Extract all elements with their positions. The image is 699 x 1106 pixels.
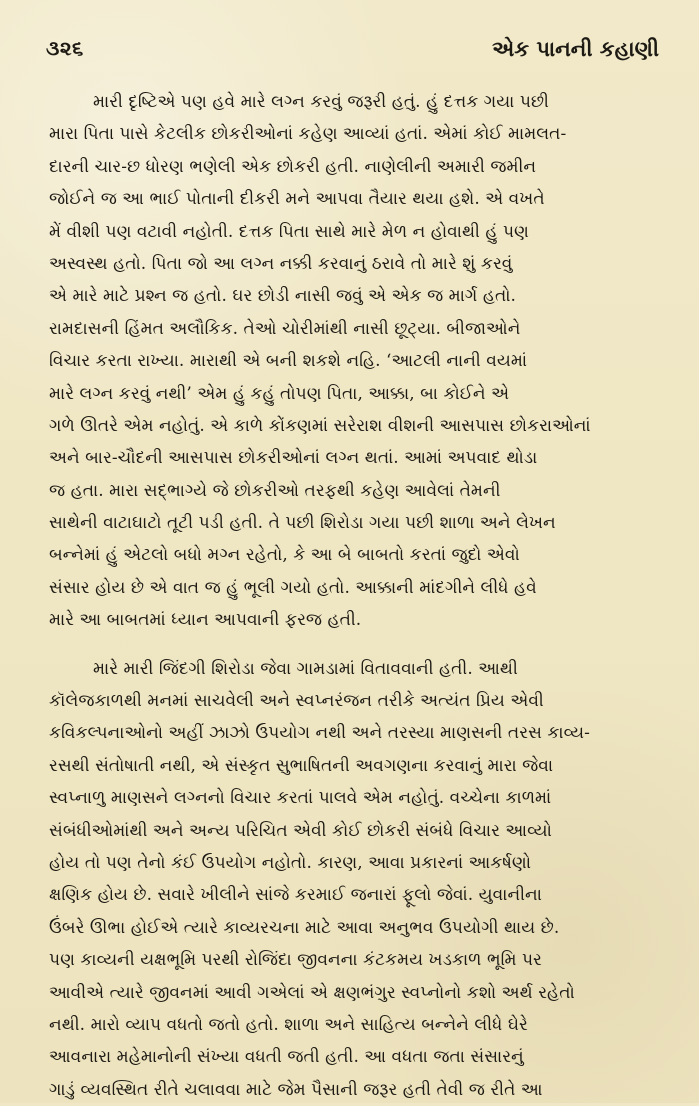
text-line: એ મારે માટે પ્રશ્ન જ હતો. ઘર છોડી નાસી જવું એ એક જ માર્ગ હતો. xyxy=(49,286,516,307)
text-line: આવીએ ત્યારે જીવનમાં આવી ગએલાં એ ક્ષણભંગુર સ્વપ્નોનો કશો અર્થ રહેતો xyxy=(49,982,575,1003)
text-line: બન્નેમાં હું એટલો બધો મગ્ન રહેતો, કે આ બે બાબતો કરતાં જુદો એવો xyxy=(49,545,520,566)
text-line: સંસાર હોય છે એ વાત જ હું ભૂલી ગયો હતો. આક્કાની માંદગીને લીધે હવે xyxy=(49,577,537,598)
text-line: મારે મારી જિંદગી શિરોડા જેવા ગામડામાં વિતાવવાની હતી. આથી xyxy=(93,658,518,679)
text-line: જોઈને જ આ ભાઈ પોતાની દીકરી મને આપવા તૈયાર થયા હશે. એ વખતે xyxy=(49,189,545,210)
text-line: આવનારા મહેમાનોની સંખ્યા વધતી જતી હતી. આ વધતા જતા સંસારનું xyxy=(49,1047,524,1068)
page-header xyxy=(46,36,659,68)
text-line: ઉંબરે ઊભા હોઈએ ત્યારે કાવ્યરચના માટે આવા અનુભવ ઉપયોગી થાય છે. xyxy=(49,917,560,938)
text-line: રામદાસની હિંમત અલૌકિક. તેઓ ચોરીમાંથી નાસી છૂટ્યા. બીજાઓને xyxy=(49,318,521,339)
text-line: કૉલેજકાળથી મનમાં સાચવેલી અને સ્વપ્નરંજન તરીકે અત્યંત પ્રિય એવી xyxy=(49,691,544,712)
text-line: સ્વપ્નાળુ માણસને લગ્નનો વિચાર કરતાં પાલવે એમ નહોતું. વચ્ચેના કાળમાં xyxy=(49,788,552,809)
text-line: ગાડું વ્યવસ્થિત રીતે ચલાવવા માટે જેમ પૈસાની જરૂર હતી તેવી જ રીતે આ xyxy=(49,1079,543,1100)
text-line: કવિકલ્પનાઓનો અહીં ઝાઝો ઉપયોગ નથી અને તરસ્યા માણસની તરસ કાવ્ય- xyxy=(49,723,590,744)
text-line: જ હતા. મારા સદ્ભાગ્યે જે છોકરીઓ તરફથી કહેણ આવેલાં તેમની xyxy=(49,480,501,501)
running-title: એક પાનની કહાણી xyxy=(492,36,659,61)
text-line: પણ કાવ્યની યક્ષભૂમિ પરથી રોજિંદા જીવનના કંટકમય ખડકાળ ભૂમિ પર xyxy=(49,950,542,971)
text-line: મારે આ બાબતમાં ધ્યાન આપવાની ફરજ હતી. xyxy=(49,610,362,631)
text-line: વિચાર કરતા રાખ્યા. મારાથી એ બની શકશે નહિ. ‘આટલી નાની વયમાં xyxy=(49,351,528,372)
page-body xyxy=(49,86,659,1106)
paragraph-2 xyxy=(49,653,659,1106)
text-line: મેં વીશી પણ વટાવી નહોતી. દત્તક પિતા સાથે મારે મેળ ન હોવાથી હું પણ xyxy=(49,221,529,242)
text-line: ક્ષણિક હોય છે. સવારે ખીલીને સાંજે કરમાઈ જનારાં ફૂલો જેવાં. યુવાનીના xyxy=(49,885,542,906)
page-number: ૩૨૬ xyxy=(46,36,84,60)
text-line: નથી. મારો વ્યાપ વધતો જતો હતો. શાળા અને સાહિત્ય બન્નેને લીધે ઘેરે xyxy=(49,1014,528,1035)
text-line: મારા પિતા પાસે કેટલીક છોકરીઓનાં કહેણ આવ્યાં હતાં. એમાં કોઈ મામલત- xyxy=(49,124,567,145)
text-line: અને બાર-ચૌદની આસપાસ છોકરીઓનાં લગ્ન થતાં. આમાં અપવાદ થોડા xyxy=(49,448,538,469)
text-line: હોય તો પણ તેનો કંઈ ઉપયોગ નહોતો. કારણ, આવા પ્રકારનાં આકર્ષણો xyxy=(49,852,532,873)
text-line: ગળે ઊતરે એમ નહોતું. એ કાળે કોંકણમાં સરેરાશ વીશની આસપાસ છોકરાઓનાં xyxy=(49,415,591,436)
text-line: રસથી સંતોષાતી નથી, એ સંસ્કૃત સુભાષિતની અવગણના કરવાનું મારા જેવા xyxy=(49,755,554,776)
text-line: મારે લગ્ન કરવું નથી’ એમ હું કહું તોપણ પિતા, આક્કા, બા કોઈને એ xyxy=(49,383,510,404)
text-line: દારની ચાર-છ ધોરણ ભણેલી એક છોકરી હતી. નાણેલીની અમારી જમીન xyxy=(49,156,537,177)
text-line: સાથેની વાટાઘાટો તૂટી પડી હતી. તે પછી શિરોડા ગયા પછી શાળા અને લેખન xyxy=(49,513,556,534)
paragraph-1 xyxy=(49,86,659,637)
text-line: મારી દૃષ્ટિએ પણ હવે મારે લગ્ન કરવું જરૂરી હતું. હું દત્તક ગયા પછી xyxy=(93,92,549,112)
text-line: અસ્વસ્થ હતો. પિતા જો આ લગ્ન નક્કી કરવાનું ઠરાવે તો મારે શું કરવું xyxy=(49,253,513,274)
text-line: સંબંધીઓમાંથી અને અન્ય પરિચિત એવી કોઈ છોકરી સંબંધે વિચાર આવ્યો xyxy=(49,820,552,841)
